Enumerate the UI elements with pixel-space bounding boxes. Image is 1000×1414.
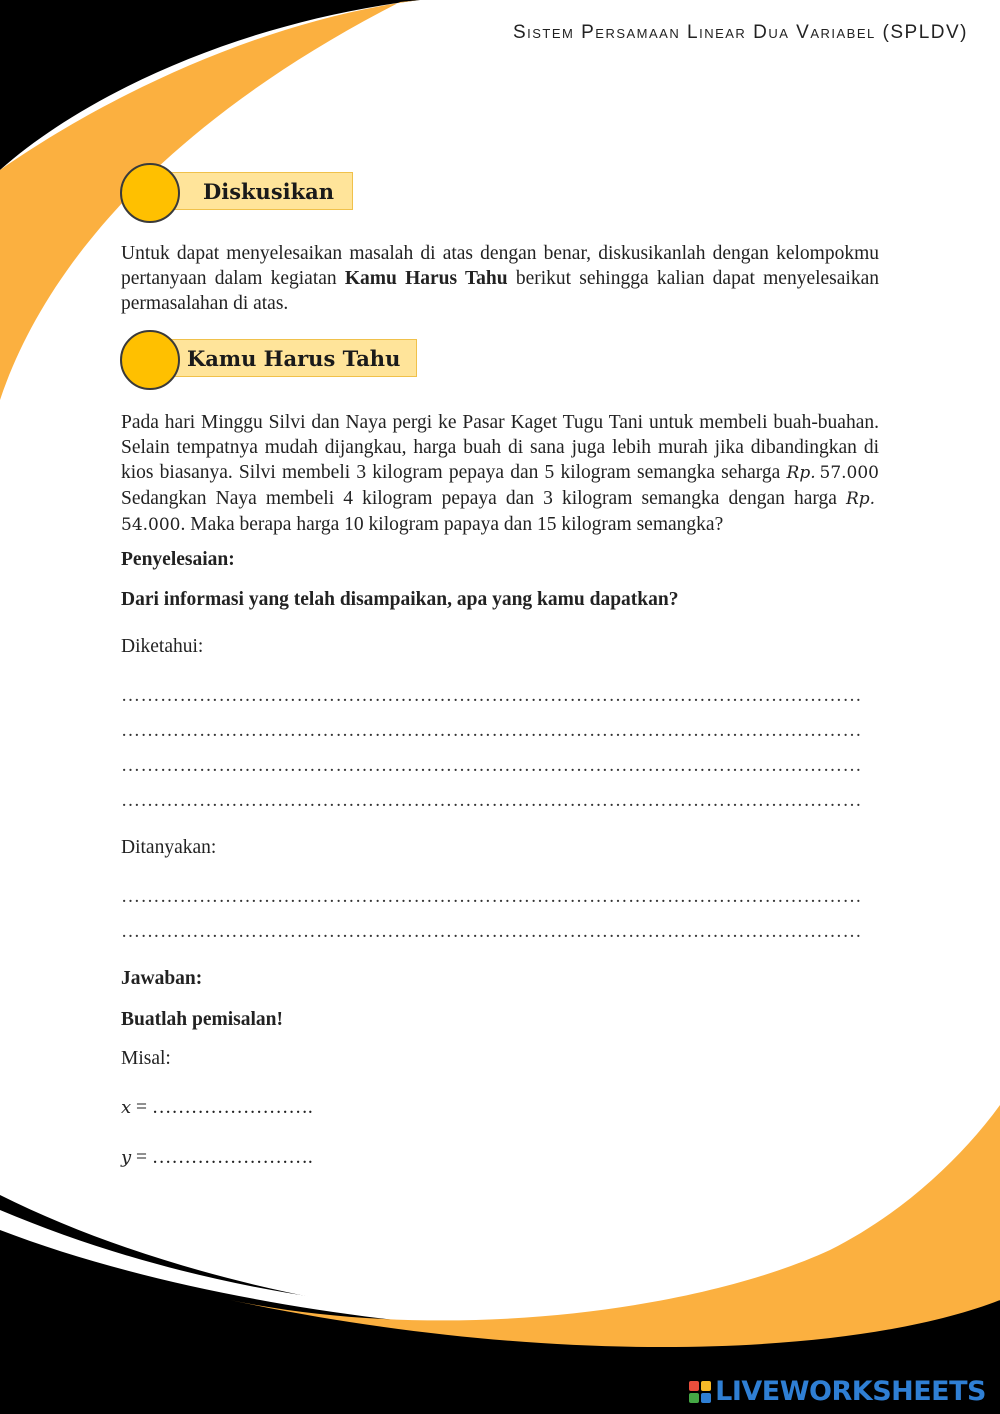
known-answer-line-1[interactable]: …………………………………………………………………………………………………… <box>121 685 862 706</box>
solution-heading: Penyelesaian: <box>121 549 235 570</box>
diskusikan-text-bold: Kamu Harus Tahu <box>344 268 508 289</box>
problem-text-part3: . Maka berapa harga 10 kilogram papaya dan 15 kilogram semangka? <box>180 514 724 535</box>
known-label: Diketahui: <box>121 636 204 657</box>
x-answer-blank[interactable]: ……………………. <box>151 1097 313 1118</box>
diskusikan-title: Diskusikan <box>150 172 353 210</box>
equals-sign: = <box>136 1147 148 1168</box>
asked-answer-line-2[interactable]: …………………………………………………………………………………………………… <box>121 921 862 942</box>
running-header: Sistem Persamaan Linear Dua Variabel (SPLDV) <box>512 22 968 43</box>
diskusikan-paragraph <box>121 241 879 316</box>
solution-question: Dari informasi yang telah disampaikan, apa yang kamu dapatkan? <box>121 589 679 610</box>
kamu-harus-tahu-title: Kamu Harus Tahu <box>150 339 417 377</box>
watermark-text: LIVEWORKSHEETS <box>715 1376 986 1407</box>
liveworksheets-logo-icon <box>689 1381 711 1403</box>
price-silvi: 57.000 <box>819 463 879 483</box>
currency-symbol: Rp. <box>846 489 876 509</box>
diskusikan-badge <box>120 163 354 221</box>
known-answer-line-3[interactable]: …………………………………………………………………………………………………… <box>121 755 862 776</box>
equation-x <box>121 1097 313 1119</box>
diskusikan-text-part1: Untuk dapat menyelesaikan masalah di atas dengan benar, diskusikanlah dengan kelompokmu pertanyaan dalam kegiatan <box>121 243 879 289</box>
badge-circle-icon <box>120 330 180 390</box>
problem-text-part2: Sedangkan Naya membeli 4 kilogram pepaya dan 3 kilogram semangka dengan harga <box>121 488 846 509</box>
known-answer-line-2[interactable]: …………………………………………………………………………………………………… <box>121 720 862 741</box>
y-answer-blank[interactable]: ……………………. <box>151 1147 313 1168</box>
problem-paragraph <box>121 410 879 538</box>
diskusikan-text-part2: berikut sehingga kalian dapat menyelesaikan permasalahan di atas. <box>121 268 879 314</box>
currency-symbol: Rp. <box>786 463 816 483</box>
liveworksheets-watermark <box>689 1376 986 1407</box>
equation-y <box>121 1147 313 1169</box>
answer-heading: Jawaban: <box>121 968 203 989</box>
variable-x: x <box>121 1097 132 1118</box>
example-label: Misal: <box>121 1048 171 1069</box>
badge-circle-icon <box>120 163 180 223</box>
variable-y: y <box>121 1147 132 1168</box>
asked-label: Ditanyakan: <box>121 837 217 858</box>
kamu-harus-tahu-badge <box>120 330 418 388</box>
equals-sign: = <box>136 1097 148 1118</box>
price-naya: 54.000 <box>121 515 181 535</box>
known-answer-line-4[interactable]: …………………………………………………………………………………………………… <box>121 790 862 811</box>
instruction-text: Buatlah pemisalan! <box>121 1009 283 1030</box>
asked-answer-line-1[interactable]: …………………………………………………………………………………………………… <box>121 886 862 907</box>
problem-text-part1: Pada hari Minggu Silvi dan Naya pergi ke Pasar Kaget Tugu Tani untuk membeli buah-buahan. Selain tempatnya mudah dijangkau, harga buah di sana juga lebih murah jika dibandingkan di kios biasanya. Silvi membeli 3 kilogram pepaya dan 5 kilogram semangka seharga <box>121 412 879 483</box>
